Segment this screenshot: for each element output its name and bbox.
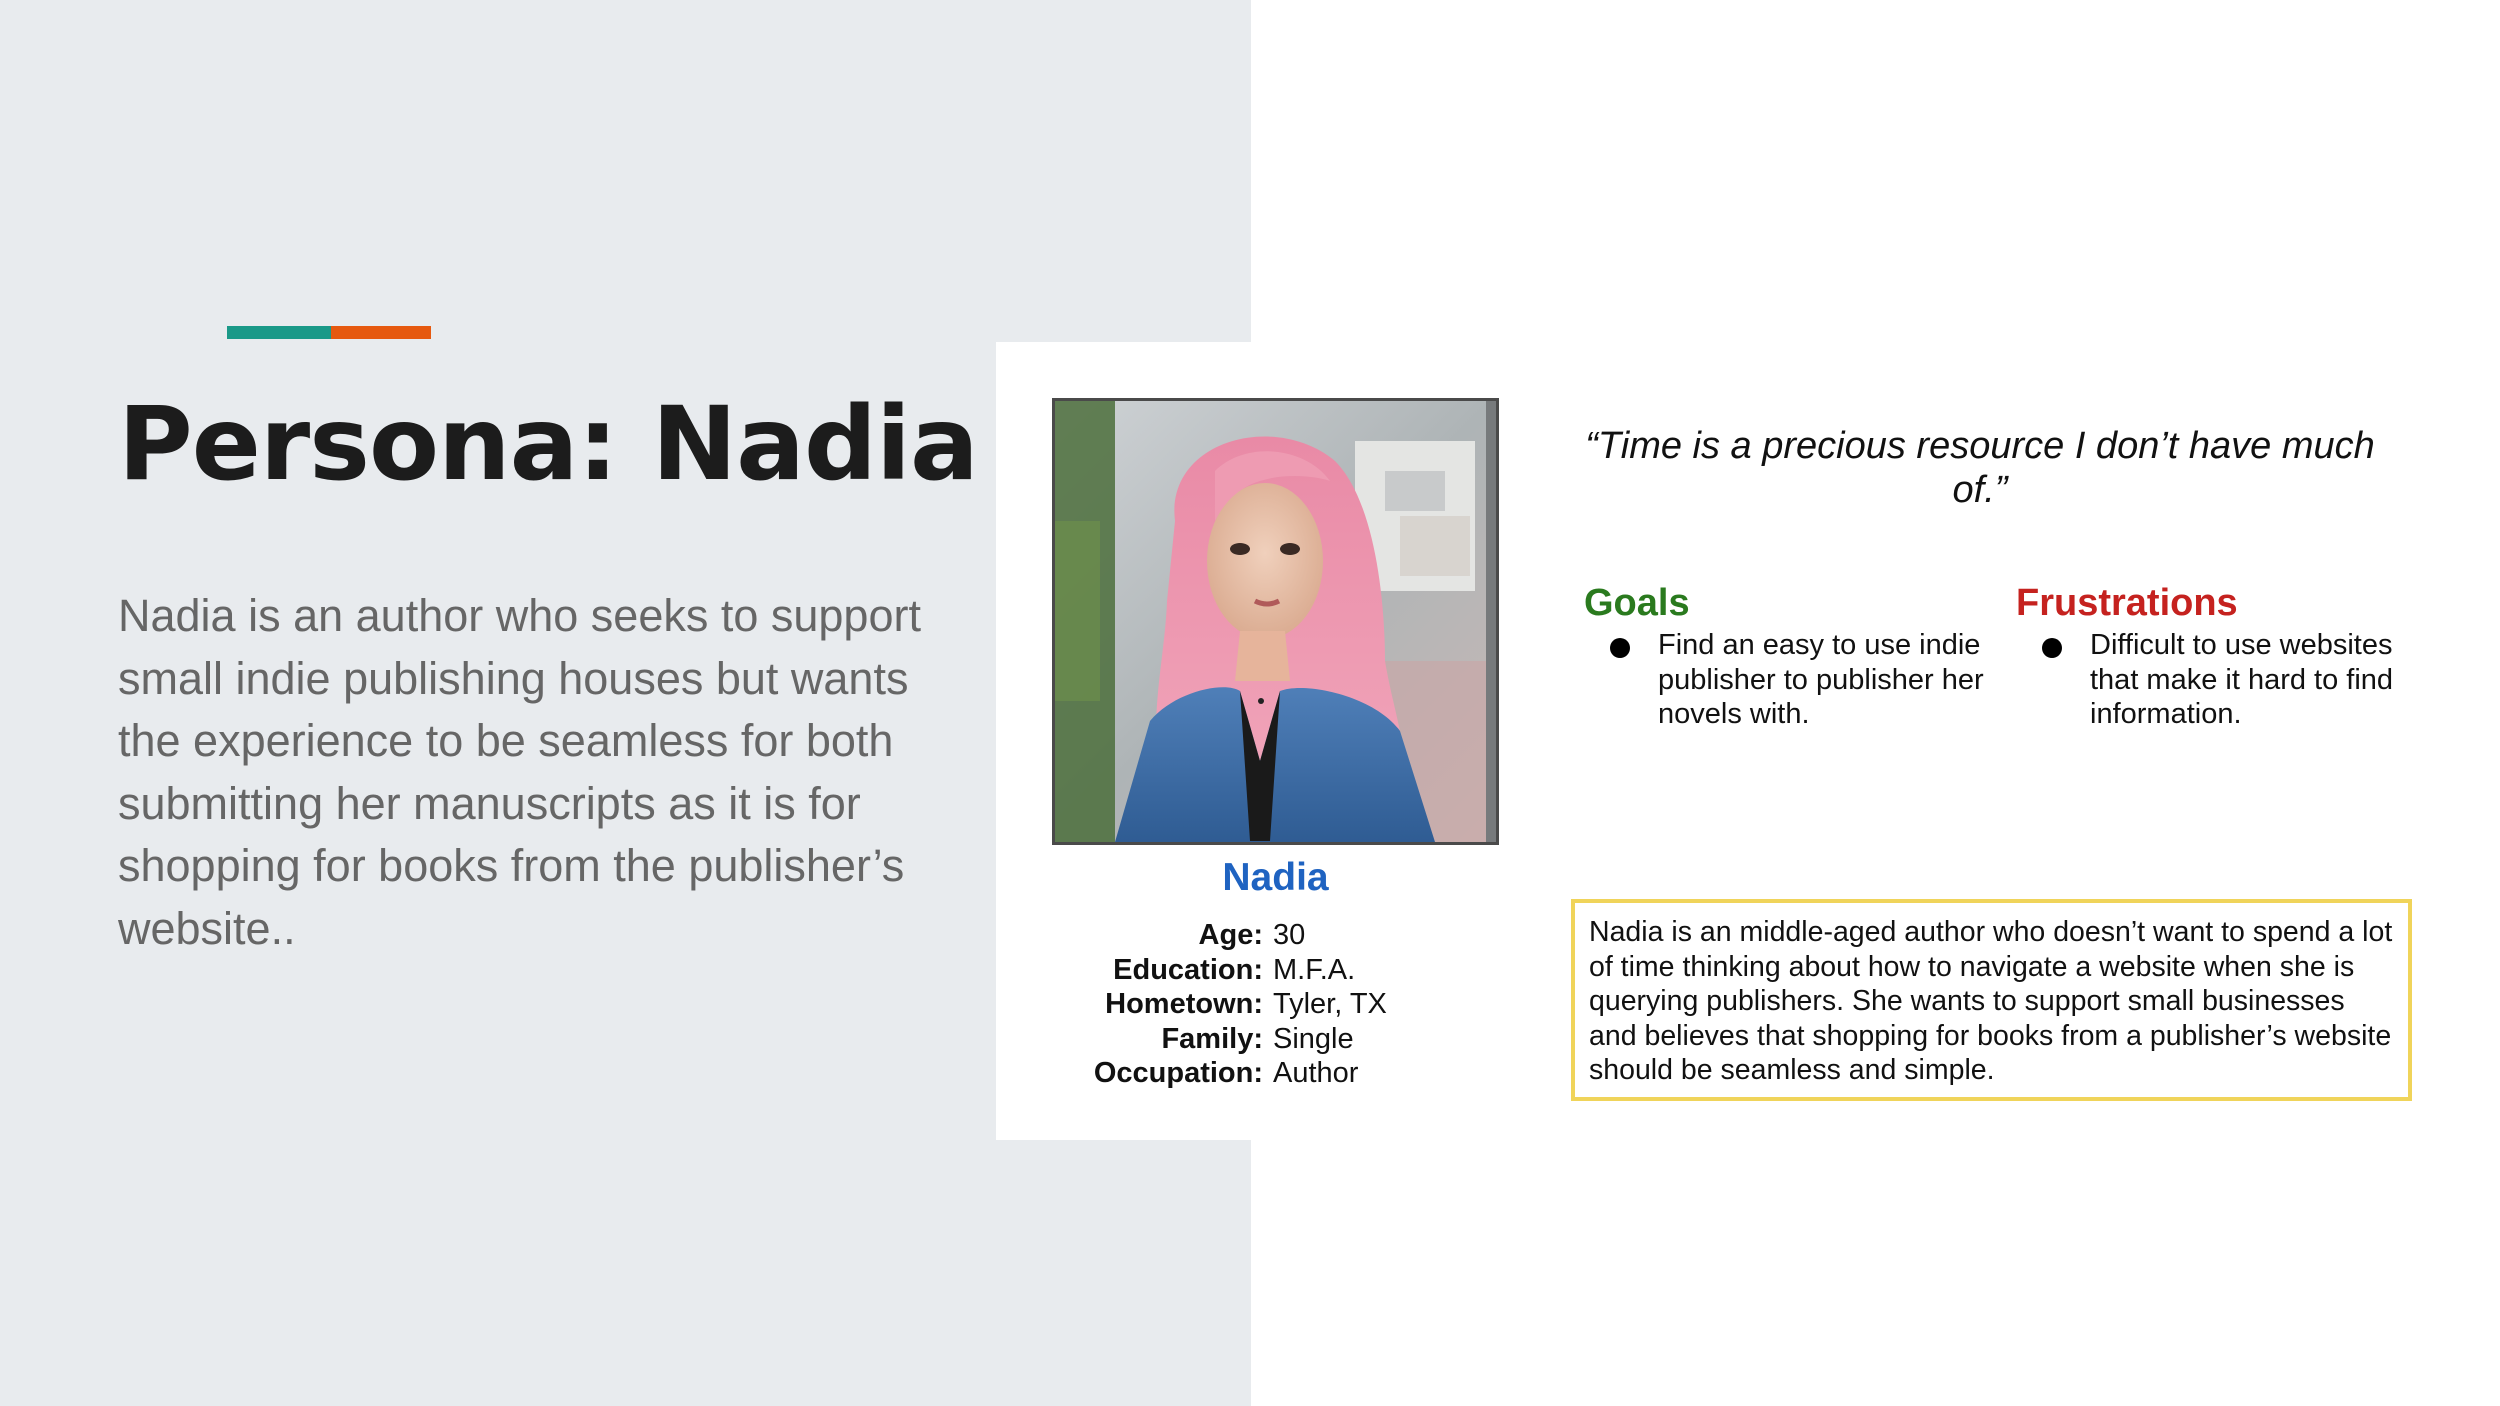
goals-list (1584, 628, 1984, 732)
title-accent-bar (227, 326, 431, 339)
detail-row-hometown (1030, 987, 1550, 1022)
persona-quote: “Time is a precious resource I don’t have much of.” (1585, 425, 2375, 511)
bullet-icon (2042, 638, 2062, 658)
goals-item-text: Find an easy to use indie publisher to publisher her novels with. (1658, 629, 1984, 730)
bullet-icon (1610, 638, 1630, 658)
detail-label: Occupation: (1093, 1057, 1263, 1089)
detail-label: Age: (1198, 919, 1263, 951)
persona-portrait-illustration (1055, 401, 1496, 842)
detail-label: Education: (1113, 953, 1263, 986)
accent-teal-segment (227, 326, 331, 339)
detail-row-family (1030, 1022, 1550, 1057)
frustrations-list (2016, 628, 2416, 732)
detail-label: Hometown: (1105, 988, 1263, 1020)
detail-value: Single (1273, 1022, 1354, 1055)
goals-heading: Goals (1584, 582, 1690, 624)
frustrations-heading: Frustrations (2016, 582, 2238, 624)
frustrations-item-text: Difficult to use websites that make it hard to find information. (2090, 629, 2394, 730)
detail-row-age (1030, 918, 1550, 953)
slide-title: Persona: Nadia (118, 385, 978, 504)
detail-value: 30 (1273, 919, 1306, 951)
frustrations-section (2016, 578, 2416, 732)
detail-value: Author (1273, 1057, 1359, 1089)
frustrations-list-item (2016, 628, 2416, 732)
persona-name: Nadia (1222, 856, 1329, 899)
goals-list-item (1584, 628, 1984, 732)
detail-label: Family: (1161, 1022, 1263, 1055)
persona-summary: Nadia is an author who seeks to support small indie publishing houses but wants the experience to be seamless for both submitting her manuscripts as it is for shopping for books from the publisher’s website.. (118, 590, 921, 954)
goals-section (1584, 578, 1984, 732)
detail-value: M.F.A. (1273, 953, 1356, 986)
detail-value: Tyler, TX (1273, 988, 1387, 1020)
detail-row-education (1030, 953, 1550, 988)
persona-details (1030, 918, 1550, 1091)
detail-row-occupation (1030, 1056, 1550, 1091)
persona-bio-box: Nadia is an middle-aged author who doesn’t want to spend a lot of time thinking about how to navigate a website when she is querying publishers. She wants to support small businesses and believes that shopping for books from a publisher’s website should be seamless and simple. (1571, 899, 2412, 1101)
accent-orange-segment (331, 326, 431, 339)
persona-photo (1052, 398, 1499, 845)
